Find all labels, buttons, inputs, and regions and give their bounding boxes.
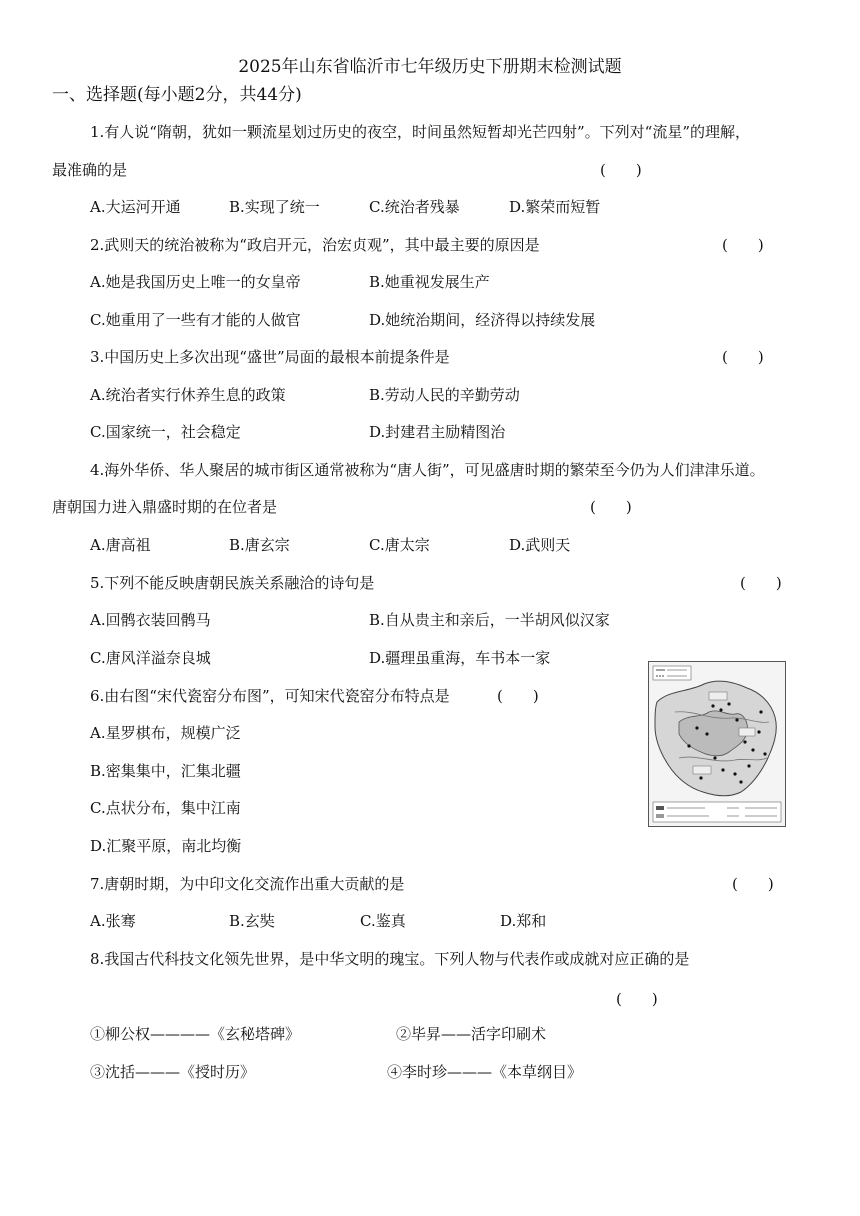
q2-option-a: A.她是我国历史上唯一的女皇帝 [90, 273, 301, 291]
q8-option-1: ①柳公权————《玄秘塔碑》 [90, 1025, 301, 1043]
q5-option-d: D.疆理虽重海，车书本一家 [369, 649, 551, 667]
section-heading: 一、选择题(每小题2分，共44分) [52, 85, 302, 105]
song-kiln-map-image [649, 662, 785, 826]
q5-option-c: C.唐风洋溢奈良城 [90, 649, 211, 667]
q5-stem: 5.下列不能反映唐朝民族关系融洽的诗句是 [90, 574, 375, 592]
q8-option-2: ②毕昇——活字印刷术 [396, 1025, 547, 1043]
q6-stem: 6.由右图“宋代瓷窑分布图”，可知宋代瓷窑分布特点是 [90, 687, 450, 705]
q7-option-a: A.张骞 [90, 912, 136, 930]
q6-option-d: D.汇聚平原，南北均衡 [90, 837, 242, 855]
q1-stem-line1: 1.有人说“隋朝，犹如一颗流星划过历史的夜空，时间虽然短暂却光芒四射”。下列对“流星”的理解， [90, 123, 750, 141]
q2-answer-blank: ( ) [722, 236, 764, 254]
q7-option-c: C.鉴真 [360, 912, 406, 930]
q2-option-d: D.她统治期间，经济得以持续发展 [369, 311, 596, 329]
q7-stem: 7.唐朝时期，为中印文化交流作出重大贡献的是 [90, 875, 405, 893]
q6-option-a: A.星罗棋布，规模广泛 [90, 724, 241, 742]
q4-option-a: A.唐高祖 [90, 536, 151, 554]
q8-answer-blank: ( ) [616, 990, 658, 1008]
q1-option-d: D.繁荣而短暂 [509, 198, 601, 216]
q3-option-d: D.封建君主励精图治 [369, 423, 506, 441]
q1-option-c: C.统治者残暴 [369, 198, 460, 216]
q1-option-a: A.大运河开通 [90, 198, 181, 216]
q7-answer-blank: ( ) [732, 875, 774, 893]
q1-answer-blank: ( ) [600, 161, 642, 179]
q4-stem-line1: 4.海外华侨、华人聚居的城市街区通常被称为“唐人街”，可见盛唐时期的繁荣至今仍为人们津津乐道。 [90, 461, 765, 479]
page-title: 2025年山东省临沂市七年级历史下册期末检测试题 [238, 57, 622, 77]
q2-option-c: C.她重用了一些有才能的人做官 [90, 311, 301, 329]
q8-option-3: ③沈括———《授时历》 [90, 1063, 256, 1081]
q6-option-b: B.密集集中，汇集北疆 [90, 762, 241, 780]
q3-answer-blank: ( ) [722, 348, 764, 366]
q3-option-b: B.劳动人民的辛勤劳动 [369, 386, 520, 404]
q4-answer-blank: ( ) [590, 498, 632, 516]
q4-option-b: B.唐玄宗 [229, 536, 290, 554]
q8-stem: 8.我国古代科技文化领先世界，是中华文明的瑰宝。下列人物与代表作或成就对应正确的是 [90, 950, 690, 968]
q6-option-c: C.点状分布，集中江南 [90, 799, 241, 817]
q8-option-4: ④李时珍———《本草纲目》 [387, 1063, 583, 1081]
q4-option-d: D.武则天 [509, 536, 571, 554]
q5-option-b: B.自从贵主和亲后，一半胡风似汉家 [369, 611, 610, 629]
q4-option-c: C.唐太宗 [369, 536, 430, 554]
q1-option-b: B.实现了统一 [229, 198, 320, 216]
q7-option-d: D.郑和 [500, 912, 547, 930]
song-kiln-map-figure [648, 661, 786, 827]
q1-stem-line2: 最准确的是 [52, 161, 128, 179]
q3-option-a: A.统治者实行休养生息的政策 [90, 386, 286, 404]
q5-answer-blank: ( ) [740, 574, 782, 592]
q3-stem: 3.中国历史上多次出现“盛世”局面的最根本前提条件是 [90, 348, 450, 366]
q2-option-b: B.她重视发展生产 [369, 273, 490, 291]
q5-option-a: A.回鹘衣装回鹘马 [90, 611, 211, 629]
q3-option-c: C.国家统一，社会稳定 [90, 423, 241, 441]
q4-stem-line2: 唐朝国力进入鼎盛时期的在位者是 [52, 498, 278, 516]
q6-answer-blank: ( ) [497, 687, 539, 705]
q2-stem: 2.武则天的统治被称为“政启开元，治宏贞观”，其中最主要的原因是 [90, 236, 540, 254]
q7-option-b: B.玄奘 [229, 912, 275, 930]
